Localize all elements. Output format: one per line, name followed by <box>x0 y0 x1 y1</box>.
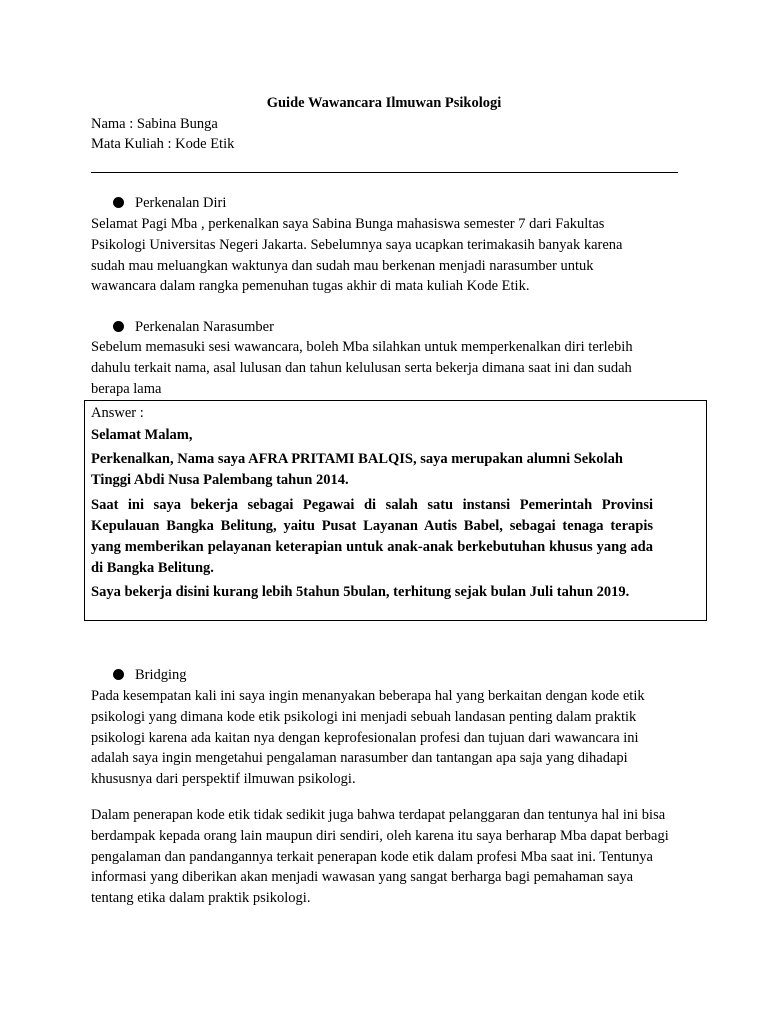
paragraph-perkenalan-diri: Selamat Pagi Mba , perkenalkan saya Sabina Bunga mahasiswa semester 7 dari Fakultas Psikologi Universitas Negeri Jakarta. Sebelumnya saya ucapkan terimakasih banyak karena sudah mau meluangkan waktunya dan sudah mau berkenan menjadi narasumber untuk wawancara dalam rangka pemenuhan tugas akhir di mata kuliah Kode Etik. <box>91 216 623 295</box>
bullet-icon <box>113 321 124 332</box>
paragraph-perkenalan-narasumber: Sebelum memasuki sesi wawancara, boleh Mba silahkan untuk memperkenalkan diri terlebih dahulu terkait nama, asal lulusan dan tahun kelulusan serta bekerja dimana saat ini dan sudah berapa lama <box>91 339 633 397</box>
section-heading-bridging: Bridging <box>135 667 187 683</box>
answer-greeting: Selamat Malam, <box>91 427 193 443</box>
bullet-perkenalan-narasumber <box>113 317 274 337</box>
section-heading-perkenalan-diri: Perkenalan Diri <box>135 195 227 211</box>
answer-intro: Perkenalkan, Nama saya AFRA PRITAMI BALQIS, saya merupakan alumni Sekolah Tinggi Abdi Nusa Palembang tahun 2014. <box>91 451 623 489</box>
answer-duration: Saya bekerja disini kurang lebih 5tahun 5bulan, terhitung sejak bulan Juli tahun 2019. <box>91 584 630 601</box>
nama-line: Nama : Sabina Bunga <box>91 116 218 132</box>
horizontal-divider <box>91 172 678 173</box>
answer-label: Answer : <box>91 405 144 421</box>
paragraph-bridging-2: Dalam penerapan kode etik tidak sedikit juga bahwa terdapat pelanggaran dan tentunya hal ini bisa berdampak kepada orang lain maupun diri sendiri, oleh karena itu saya berharap Mba dapat berbagi pengalaman dan pandangannya terkait penerapan kode etik dalam profesi Mba saat ini. Tentunya informasi yang diberikan akan menjadi wawasan yang sangat berharga bagi pemahaman saya tentang etika dalam praktik psikologi. <box>91 807 669 907</box>
mata-kuliah-line: Mata Kuliah : Kode Etik <box>91 136 235 152</box>
bullet-icon <box>113 669 124 680</box>
answer-box <box>84 400 707 621</box>
bullet-bridging <box>113 665 187 685</box>
document-title: Guide Wawancara Ilmuwan Psikologi <box>266 95 502 111</box>
paragraph-bridging-1: Pada kesempatan kali ini saya ingin menanyakan beberapa hal yang berkaitan dengan kode etik psikologi yang dimana kode etik psikologi ini menjadi sebuah landasan penting dalam praktik psikologi karena ada kaitan nya dengan keprofesionalan profesi dan tujuan dari wawancara ini adalah saya ingin mengetahui pengalaman narasumber dan tantangan apa saja yang dihadapi khususnya dari perspektif ilmuwan psikologi. <box>91 688 645 788</box>
bullet-perkenalan-diri <box>113 193 226 213</box>
answer-content <box>91 425 653 604</box>
bullet-icon <box>113 197 124 208</box>
answer-work: Saat ini saya bekerja sebagai Pegawai di salah satu instansi Pemerintah Provinsi Kepulauan Bangka Belitung, yaitu Pusat Layanan Autis Babel, sebagai tenaga terapis yang memberikan pelayanan keterapian untuk anak-anak berkebutuhan khusus yang ada di Bangka Belitung. <box>91 496 653 577</box>
section-heading-perkenalan-narasumber: Perkenalan Narasumber <box>135 319 274 335</box>
